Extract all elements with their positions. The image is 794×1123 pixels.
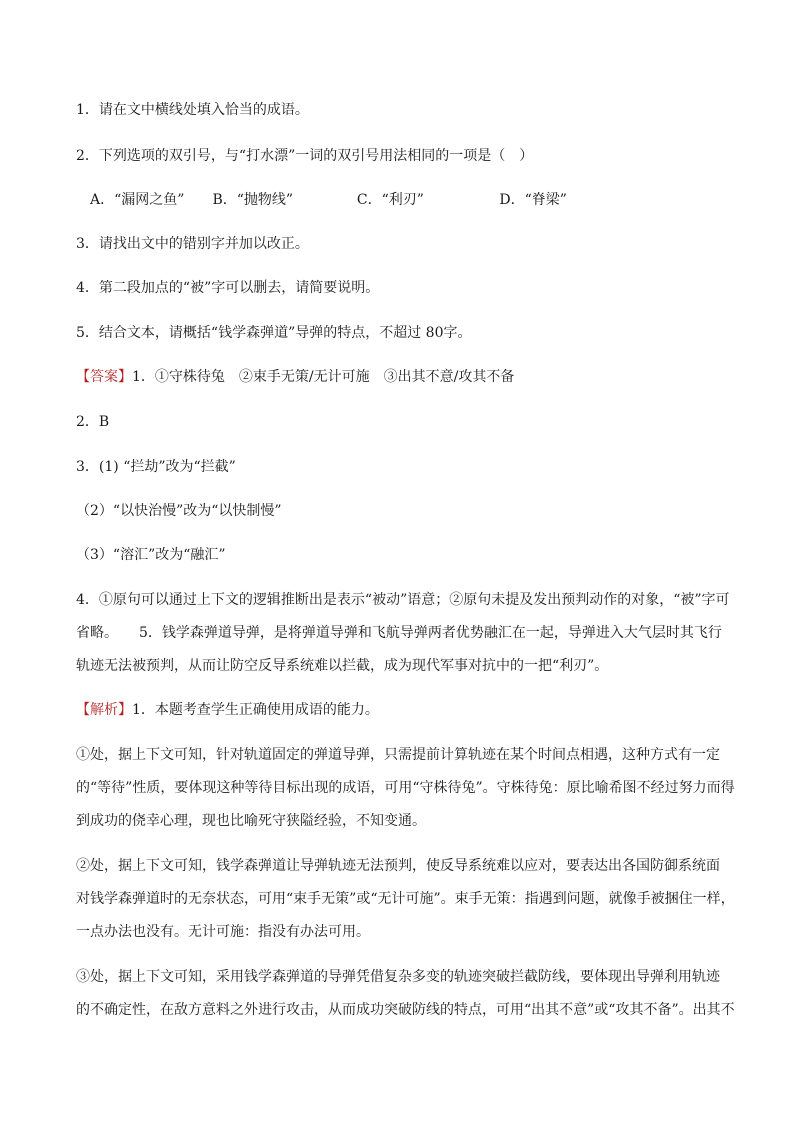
answer-3-1: 3．(1) “拦劫”改为“拦截” [76, 459, 236, 475]
answer-label: 【答案】 [76, 369, 132, 385]
analysis-p1-line-3: 到成功的侥幸心理，现也比喻死守狭隘经验，不知变通。 [76, 813, 426, 829]
analysis-p2-line-1: ②处，据上下文可知，钱学森弹道让导弹轨迹无法预判，使反导系统难以应对，要表达出各国防御系统面 [76, 858, 720, 874]
option-d: D．“脊梁” [499, 192, 567, 208]
answer-1 [76, 367, 514, 387]
answer-4-line-1: 4．①原句可以通过上下文的逻辑推断出是表示“被动”语意；②原句未提及发出预判动作的对象，“被”字可 [76, 592, 730, 608]
answer-5-line-3: 轨迹无法被预判，从而让防空反导系统难以拦截，成为现代军事对抗中的一把“利刃”。 [76, 658, 609, 674]
question-2: 2．下列选项的双引号，与“打水漂”一词的双引号用法相同的一项是（ ） [76, 148, 534, 164]
answer-2: 2．B [76, 414, 110, 430]
analysis-intro-text: 1．本题考查学生正确使用成语的能力。 [132, 702, 379, 718]
analysis-p1-line-2: 的“等待”性质，要体现这种等待目标出现的成语，可用“守株待兔”。守株待兔：原比喻希图不经过努力而得 [76, 780, 735, 796]
option-c: C．“利刃” [356, 192, 424, 208]
analysis-p2-line-2: 对钱学森弹道时的无奈状态，可用“束手无策”或“无计可施”。束手无策：指遇到问题，就像手被捆住一样， [76, 891, 735, 907]
answer-4-line-2: 省略。 5．钱学森弹道导弹，是将弹道导弹和飞航导弹两者优势融汇在一起，导弹进入大气层时其飞行 [76, 625, 722, 641]
analysis-intro [76, 700, 379, 720]
option-a: A．“漏网之鱼” [90, 192, 185, 208]
answer-3-3: （3）“溶汇”改为“融汇” [76, 547, 226, 563]
question-5: 5．结合文本，请概括“钱学森弹道”导弹的特点，不超过 80字。 [76, 325, 472, 341]
analysis-p2-line-3: 一点办法也没有。无计可施：指没有办法可用。 [76, 924, 370, 940]
question-3: 3．请找出文中的错别字并加以改正。 [76, 236, 309, 252]
answer-3-2: （2）“以快治慢”改为“以快制慢” [76, 503, 282, 519]
question-2-options [90, 190, 567, 210]
question-1: 1．请在文中横线处填入恰当的成语。 [76, 102, 309, 118]
option-b: B．“抛物线” [212, 192, 294, 208]
analysis-p3-line-1: ③处，据上下文可知，采用钱学森弹道的导弹凭借复杂多变的轨迹突破拦截防线，要体现出导弹利用轨迹 [76, 969, 720, 985]
question-4: 4．第二段加点的“被”字可以删去，请简要说明。 [76, 280, 380, 296]
analysis-p3-line-2: 的不确定性，在敌方意料之外进行攻击，从而成功突破防线的特点，可用“出其不意”或“攻其不备”。出其不 [76, 1002, 735, 1018]
answer-1-text: 1．①守株待兔 ②束手无策/无计可施 ③出其不意/攻其不备 [132, 369, 515, 385]
analysis-label: 【解析】 [76, 702, 132, 718]
analysis-p1-line-1: ①处，据上下文可知，针对轨道固定的弹道导弹，只需提前计算轨迹在某个时间点相遇，这种方式有一定 [76, 747, 720, 763]
